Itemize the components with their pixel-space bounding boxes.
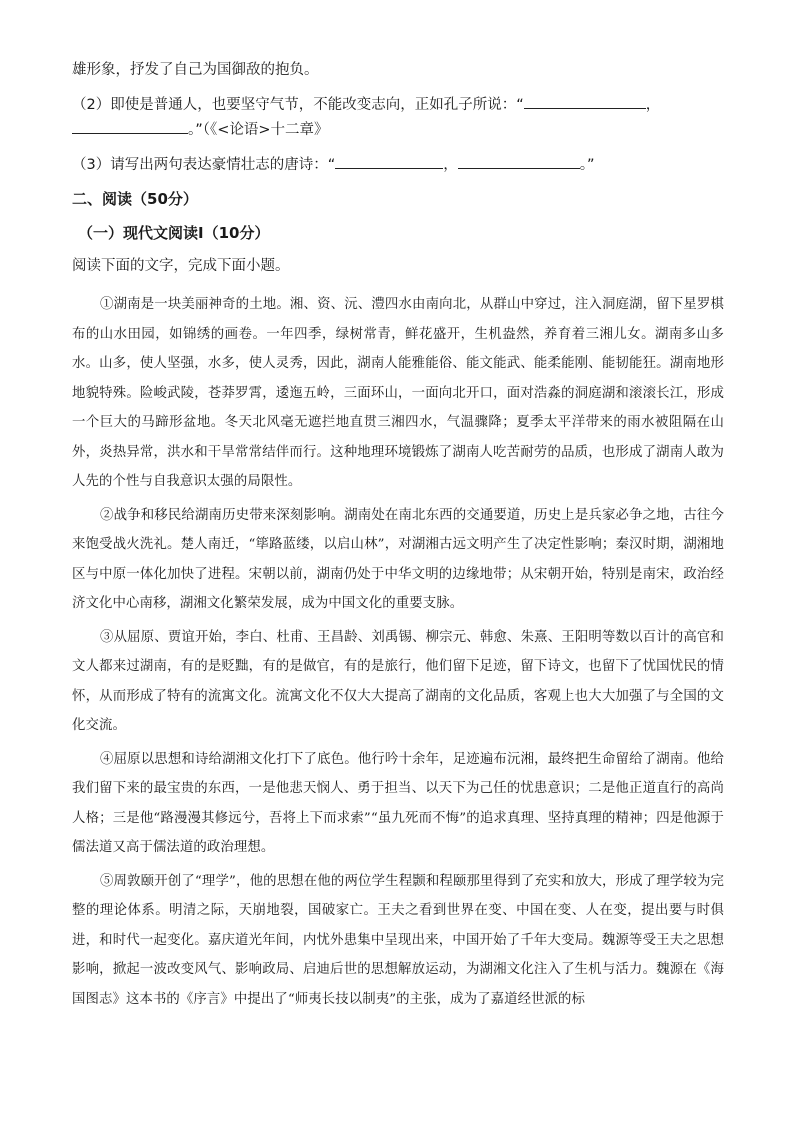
question-3-separator: ， xyxy=(443,157,458,173)
subsection-title: （一）现代文阅读Ⅰ（10分） xyxy=(78,224,270,242)
answer-blank-2a[interactable] xyxy=(524,94,646,109)
question-3-prompt: （3）请写出两句表达豪情壮志的唐诗：“ xyxy=(72,157,336,173)
question-continuation: 雄形象，抒发了自己为国御敌的抱负。 xyxy=(72,62,319,78)
question-2 xyxy=(72,94,724,115)
answer-blank-3b[interactable] xyxy=(458,154,580,169)
article-paragraph-1: ①湖南是一块美丽神奇的土地。湘、资、沅、澧四水由南向北，从群山中穿过，注入洞庭湖，留下星罗棋布的山水田园，如锦绣的画卷。一年四季，绿树常青，鲜花盛开，生机盎然，养育着三湘儿女。湖南多山多水。山多，使人坚强，水多，使人灵秀，因此，湖南人能雅能俗、能文能武、能柔能刚、能韧能狂。湖南地形地貌特殊。险峻武陵，苍莽罗霄，逶迤五岭，三面环山，一面向北开口，面对浩淼的洞庭湖和滚滚长江，形成一个巨大的马蹄形盆地。冬天北风毫无遮拦地直贯三湘四水，气温骤降；夏季太平洋带来的雨水被阻隔在山外，炎热异常，洪水和干旱常常结伴而行。这种地理环境锻炼了湖南人吃苦耐劳的品质，也形成了湖南人敢为人先的个性与自我意识太强的局限性。 xyxy=(72,297,724,489)
answer-blank-2b[interactable] xyxy=(72,119,188,134)
article-paragraph-4: ④屈原以思想和诗给湖湘文化打下了底色。他行吟十余年，足迹遍布沅湘，最终把生命留给了湖南。他给我们留下来的最宝贵的东西，一是他悲天悯人、勇于担当、以天下为己任的忧患意识；二是他正道直行的高尚人格；三是他“路漫漫其修远兮，吾将上下而求索”“虽九死而不悔”的追求真理、坚持真理的精神；四是他源于儒法道又高于儒法道的政治理想。 xyxy=(72,751,724,855)
question-2-prompt: （2）即使是普通人，也要坚守气节，不能改变志向，正如孔子所说：“ xyxy=(72,97,524,113)
question-3 xyxy=(72,154,724,175)
article-paragraph-2: ②战争和移民给湖南历史带来深刻影响。湖南处在南北东西的交通要道，历史上是兵家必争之地，古往今来饱受战火洗礼。楚人南迁，“筚路蓝缕，以启山林”，对湖湘古远文明产生了决定性影响；秦汉时期，湖湘地区与中原一体化加快了进程。宋朝以前，湖南仍处于中华文明的边缘地带；从宋朝开始，特别是南宋，政治经济文化中心南移，湖湘文化繁荣发展，成为中国文化的重要支脉。 xyxy=(72,507,724,611)
answer-blank-3a[interactable] xyxy=(335,154,443,169)
reading-instruction: 阅读下面的文字，完成下面小题。 xyxy=(72,258,290,274)
article-paragraph-3: ③从屈原、贾谊开始，李白、杜甫、王昌龄、刘禹锡、柳宗元、韩愈、朱熹、王阳明等数以百计的高官和文人都来过湖南，有的是贬黜，有的是做官，有的是旅行，他们留下足迹，留下诗文，也留下了忧国忧民的情怀，从而形成了特有的流寓文化。流寓文化不仅大大提高了湖南的文化品质，客观上也大大加强了与全国的文化交流。 xyxy=(72,629,724,733)
question-2-separator: ， xyxy=(645,97,661,113)
question-3-end: 。” xyxy=(579,157,595,173)
article-paragraph-5: ⑤周敦颐开创了“理学”，他的思想在他的两位学生程颢和程颐那里得到了充实和放大，形成了理学较为完整的理论体系。明清之际，天崩地裂，国破家亡。王夫之看到世界在变、中国在变、人在变，提出要与时俱进，和时代一起变化。嘉庆道光年间，内忧外患集中呈现出来，中国开始了千年大变局。魏源等受王夫之思想影响，掀起一波改变风气、影响政局、启迪后世的思想解放运动，为湖湘文化注入了生机与活力。魏源在《海国图志》这本书的《序言》中提出了“师夷长技以制夷”的主张，成为了嘉道经世派的标 xyxy=(72,873,724,1007)
question-2-source: 。”（《<论语>十二章》 xyxy=(188,122,329,138)
question-2-second-line xyxy=(72,119,724,140)
section-title: 二、阅读（50分） xyxy=(72,190,198,208)
document-page xyxy=(72,60,724,1018)
